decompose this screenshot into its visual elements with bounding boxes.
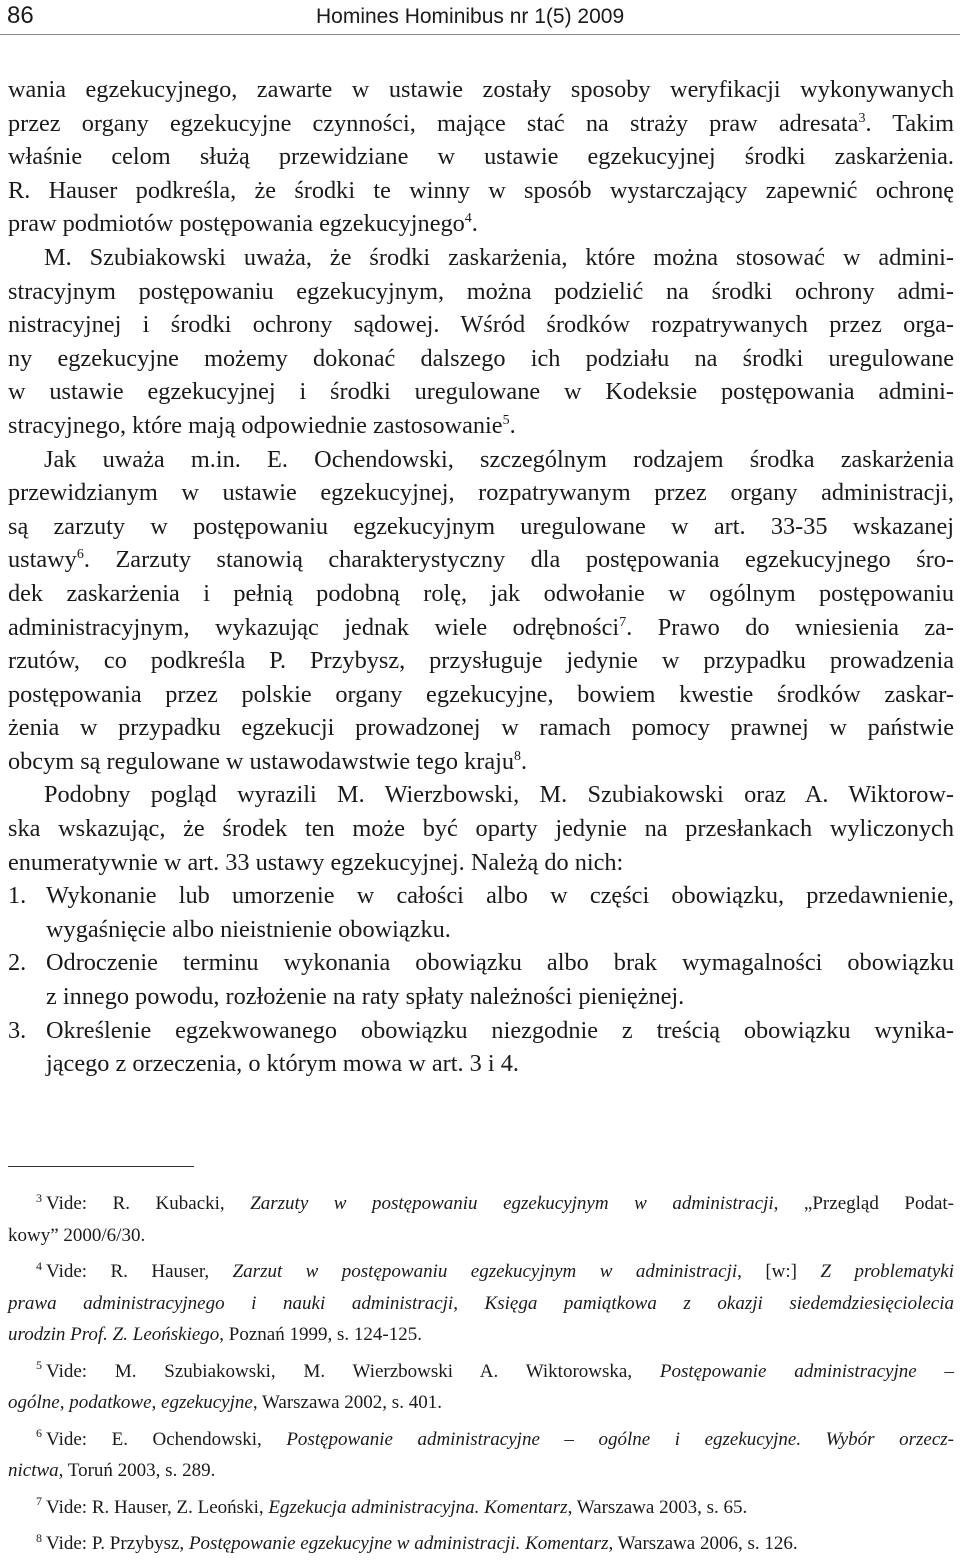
text-line: $^4$ Vide: R. Hauser, Zarzut w postępowaniu egzekucyjnym w administracji, [w:] Z problematyki (36, 1258, 954, 1282)
list-number: 3. (8, 1016, 27, 1044)
text-line: przewidzianym w ustawie egzekucyjnej, rozpatrywanym przez organy administracji, (8, 479, 954, 507)
text-line: są zarzuty w postępowaniu egzekucyjnym uregulowane w art. 33-35 wskazanej (8, 512, 954, 540)
text-line: przez organy egzekucyjne czynności, mające stać na straży praw adresata$^3$. Takim (8, 109, 955, 137)
text-line: R. Hauser podkreśla, że środki te winny w sposób wystarczający zapewnić ochronę (8, 176, 954, 204)
footnote-ref-8[interactable]: 8 (514, 748, 522, 764)
footnote-6 (8, 1424, 954, 1487)
footnote-number: 6 (36, 1426, 42, 1441)
text-line: dek zaskarżenia i pełnią podobną rolę, jak odwołanie w ogólnym postępowaniu (8, 579, 954, 607)
main-text (8, 73, 954, 1081)
text-line: postępowania przez polskie organy egzekucyjne, bowiem kwestie środków zaskar- (8, 680, 954, 708)
text-line: $^7$ Vide: R. Hauser, Z. Leoński, Egzekucja administracyjna. Komentarz, Warszawa 2003, s. 65. (36, 1494, 748, 1518)
text-line: enumeratywnie w art. 33 ustawy egzekucyjnej. Należą do nich: (8, 848, 624, 876)
list-item (8, 1014, 954, 1081)
list-item (8, 946, 954, 1013)
paragraph-2 (8, 241, 954, 443)
text-line: ustawy$^6$. Zarzuty stanowią charakterystyczny dla postępowania egzekucyjnego śro- (8, 546, 954, 574)
text-line: $^3$ Vide: R. Kubacki, Zarzuty w postępowaniu egzekucyjnym w administracji, „Przegląd Podat- (36, 1190, 954, 1214)
footnote-8 (8, 1528, 954, 1560)
footnote-7 (8, 1492, 954, 1524)
list-item (8, 879, 954, 946)
text-line: nistracyjnej i środki ochrony sądowej. Wśród środków rozpatrywanych przez orga- (8, 311, 954, 339)
footnote-separator (8, 1166, 194, 1167)
text-line: stracyjnego, które mają odpowiednie zastosowanie$^5$. (8, 411, 516, 439)
text-line: urodzin Prof. Z. Leońskiego, Poznań 1999, s. 124-125. (8, 1324, 422, 1345)
text-line: praw podmiotów postępowania egzekucyjnego$^4$. (8, 210, 478, 238)
text-line: ska wskazując, że środek ten może być oparty jedynie na przesłankach wyliczonych (8, 815, 954, 843)
footnote-ref-6[interactable]: 6 (76, 547, 84, 563)
text-line: nictwa, Toruń 2003, s. 289. (8, 1460, 216, 1481)
text-line: wania egzekucyjnego, zawarte w ustawie zostały sposoby weryfikacji wykonywanych (8, 76, 954, 103)
footnote-number: 5 (36, 1358, 42, 1373)
footnote-3 (8, 1188, 954, 1251)
footnote-number: 4 (36, 1258, 42, 1273)
text-line: Podobny pogląd wyrazili M. Wierzbowski, M. Szubiakowski oraz A. Wiktorow- (44, 781, 954, 809)
footnote-4 (8, 1256, 954, 1351)
running-head: Homines Hominibus nr 1(5) 2009 (316, 5, 625, 28)
text-line: Jak uważa m.in. E. Ochendowski, szczególnym rodzajem środka zaskarżenia (44, 445, 954, 473)
text-line: prawa administracyjnego i nauki administracji, Księga pamiątkowa z okazji siedemdziesięciolecia (8, 1292, 954, 1314)
text-line: wygaśnięcie albo nieistnienie obowiązku. (46, 915, 451, 943)
text-line: Określenie egzekwowanego obowiązku niezgodnie z treścią obowiązku wynika- (46, 1016, 954, 1044)
text-line: $^5$ Vide: M. Szubiakowski, M. Wierzbowski A. Wiktorowska, Postępowanie administracyjne – (36, 1358, 954, 1382)
text-line: Wykonanie lub umorzenie w całości albo w części obowiązku, przedawnienie, (46, 882, 954, 910)
text-line: w ustawie egzekucyjnej i środki uregulowane w Kodeksie postępowania admini- (8, 378, 954, 406)
text-line: administracyjnym, wykazując jednak wiele odrębności$^7$. Prawo do wniesienia za- (8, 613, 954, 641)
footnotes (8, 1188, 954, 1560)
paragraph-4 (8, 778, 954, 879)
footnote-ref-3[interactable]: 3 (858, 110, 866, 126)
paragraph-1 (8, 73, 954, 241)
text-line: właśnie celom służą przewidziane w ustawie egzekucyjnej środki zaskarżenia. (8, 143, 954, 171)
page-number: 86 (7, 2, 34, 29)
text-line: stracyjnym postępowaniu egzekucyjnym, można podzielić na środki ochrony admi- (8, 277, 954, 305)
text-line: $^8$ Vide: P. Przybysz, Postępowanie egzekucyjne w administracji. Komentarz, Warszawa 2006, s. 126. (36, 1530, 798, 1554)
footnote-ref-7[interactable]: 7 (619, 614, 627, 630)
text-line: żenia w przypadku egzekucji prowadzonej w ramach pomocy prawnej w państwie (8, 714, 954, 742)
text-line: jącego z orzeczenia, o którym mowa w art. 3 i 4. (46, 1050, 519, 1078)
page-header (0, 0, 960, 35)
text-line: ny egzekucyjne możemy dokonać dalszego ich podziału na środki uregulowane (8, 344, 954, 372)
list-number: 2. (8, 949, 27, 977)
footnote-ref-5[interactable]: 5 (502, 412, 510, 428)
footnote-number: 8 (36, 1530, 42, 1545)
text-line: kowy” 2000/6/30. (8, 1224, 146, 1246)
text-line: ogólne, podatkowe, egzekucyjne, Warszawa 2002, s. 401. (8, 1392, 442, 1413)
list-number: 1. (8, 882, 27, 910)
text-line: rzutów, co podkreśla P. Przybysz, przysługuje jedynie w przypadku prowadzenia (8, 647, 954, 675)
text-line: obcym są regulowane w ustawodawstwie tego kraju$^8$. (8, 747, 528, 775)
text-line: z innego powodu, rozłożenie na raty spłaty należności pieniężnej. (46, 983, 685, 1011)
text-line: M. Szubiakowski uważa, że środki zaskarżenia, które można stosować w admini- (44, 243, 954, 271)
text-line: $^6$ Vide: E. Ochendowski, Postępowanie administracyjne – ogólne i egzekucyjne. Wybór orzecz- (36, 1426, 954, 1450)
footnote-5 (8, 1356, 954, 1419)
text-line: Odroczenie terminu wykonania obowiązku albo brak wymagalności obowiązku (46, 949, 954, 977)
paragraph-3 (8, 443, 954, 779)
footnote-ref-4[interactable]: 4 (464, 211, 472, 227)
footnote-number: 3 (36, 1190, 42, 1205)
footnote-number: 7 (36, 1494, 42, 1509)
